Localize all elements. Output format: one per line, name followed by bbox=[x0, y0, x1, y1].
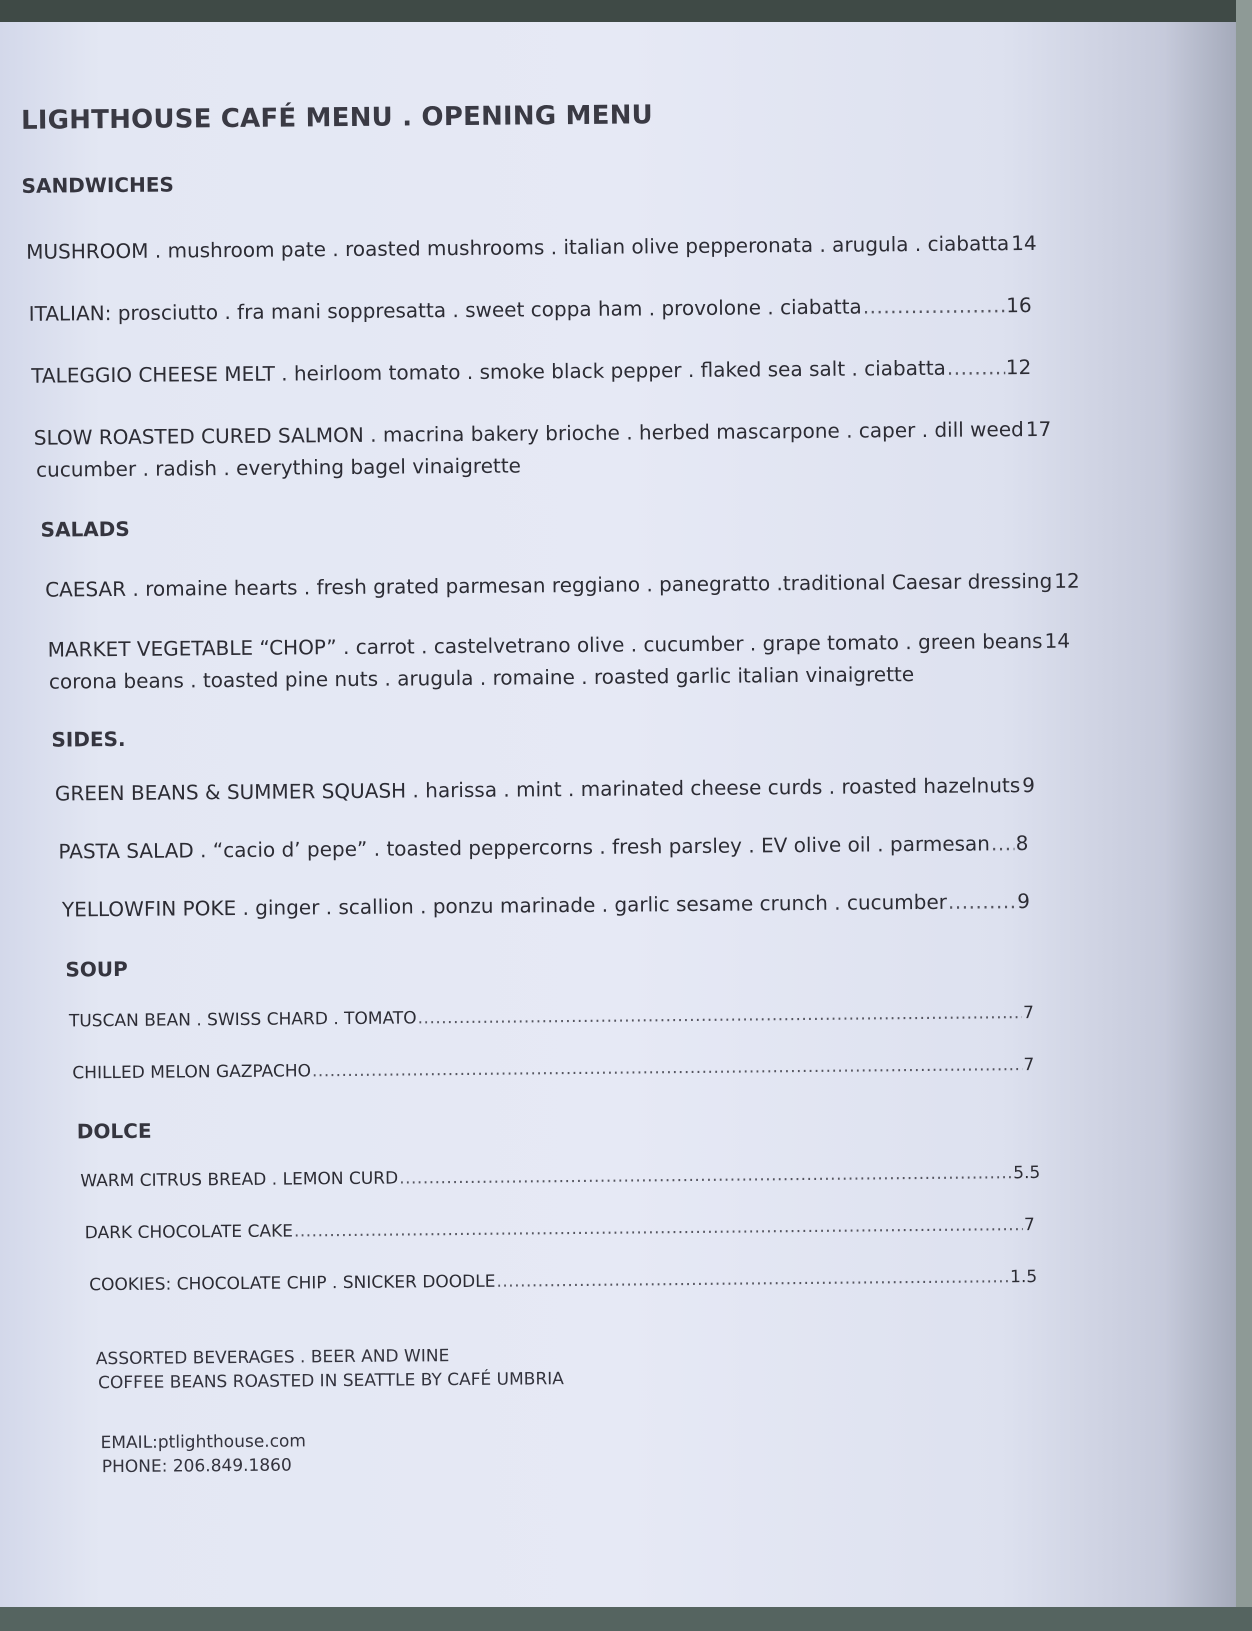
menu-item bbox=[89, 1267, 1037, 1295]
item-price: 5.5 bbox=[1013, 1162, 1041, 1184]
item-price: 9 bbox=[1022, 772, 1036, 798]
menu-item bbox=[85, 1215, 1035, 1243]
item-price: 9 bbox=[1017, 889, 1031, 914]
item-price: 12 bbox=[1005, 355, 1032, 380]
item-price: 12 bbox=[1054, 568, 1080, 593]
item-price: 14 bbox=[1044, 628, 1071, 653]
item-description: MUSHROOM . mushroom pate . roasted mushrooms . italian olive pepperonata . arugula . ciabatta bbox=[26, 231, 1010, 264]
item-price: 1.5 bbox=[1010, 1266, 1038, 1288]
item-description: DARK CHOCOLATE CAKE bbox=[84, 1221, 294, 1244]
item-price: 17 bbox=[1025, 416, 1052, 442]
menu-item bbox=[33, 416, 1052, 450]
item-description: CHILLED MELON GAZPACHO bbox=[72, 1061, 312, 1084]
item-description: GREEN BEANS & SUMMER SQUASH . harissa . mint . marinated cheese curds . roasted hazelnuts bbox=[54, 773, 1021, 806]
item-description: MARKET VEGETABLE “CHOP” . carrot . castelvetrano olive . cucumber . grape tomato . green beans bbox=[47, 628, 1043, 662]
item-description: YELLOWFIN POKE . ginger . scallion . ponzu marinade . garlic sesame crunch . cucumber bbox=[61, 889, 948, 922]
item-price: 7 bbox=[1022, 1003, 1034, 1024]
section-heading-salads: SALADS bbox=[40, 516, 130, 542]
section-heading-sandwiches: SANDWICHES bbox=[21, 172, 174, 198]
menu-title: LIGHTHOUSE CAFÉ MENU . OPENING MENU bbox=[20, 100, 654, 136]
menu-item bbox=[31, 355, 1031, 388]
beverages-note: ASSORTED BEVERAGES . BEER AND WINE bbox=[95, 1346, 450, 1370]
menu-item bbox=[80, 1163, 1040, 1191]
item-price: 14 bbox=[1011, 230, 1037, 256]
phone-contact: PHONE: 206.849.1860 bbox=[101, 1455, 292, 1478]
section-heading-sides: SIDES. bbox=[51, 726, 126, 752]
menu-item bbox=[58, 831, 1028, 863]
item-price: 16 bbox=[1006, 293, 1032, 318]
email-contact: EMAIL:ptlighthouse.com bbox=[100, 1431, 307, 1454]
menu-item bbox=[47, 628, 1071, 662]
menu-item bbox=[54, 772, 1036, 806]
menu-item bbox=[45, 568, 1080, 602]
item-description: SLOW ROASTED CURED SALMON . macrina bakery brioche . herbed mascarpone . caper . dill weed bbox=[33, 417, 1024, 450]
item-description: ITALIAN: prosciutto . fra mani soppresatta . sweet coppa ham . provolone . ciabatta bbox=[28, 294, 862, 326]
dot-leader bbox=[863, 293, 1006, 318]
dot-leader bbox=[312, 1055, 1023, 1081]
dot-leader bbox=[496, 1267, 1009, 1291]
menu-item bbox=[26, 230, 1037, 264]
dot-leader bbox=[294, 1215, 1023, 1241]
item-description: WARM CITRUS BREAD . LEMON CURD bbox=[80, 1168, 399, 1192]
dot-leader bbox=[947, 355, 1005, 380]
item-description: PASTA SALAD . “cacio d’ pepe” . toasted peppercorns . fresh parsley . EV olive oil . parmesan bbox=[58, 831, 991, 864]
item-description: CAESAR . romaine hearts . fresh grated parmesan reggiano . panegratto .traditional Caesar dressing bbox=[45, 568, 1053, 602]
dot-leader bbox=[399, 1163, 1012, 1188]
coffee-note: COFFEE BEANS ROASTED IN SEATTLE BY CAFÉ UMBRIA bbox=[97, 1369, 564, 1394]
item-description-continued: corona beans . toasted pine nuts . arugula . romaine . roasted garlic italian vinaigrette bbox=[48, 662, 915, 694]
menu-item bbox=[29, 293, 1032, 326]
dot-leader bbox=[948, 889, 1016, 914]
item-price: 7 bbox=[1023, 1055, 1035, 1076]
menu-item bbox=[72, 1055, 1034, 1083]
item-price: 7 bbox=[1023, 1215, 1035, 1236]
section-heading-soup: SOUP bbox=[65, 956, 128, 982]
section-heading-dolce: DOLCE bbox=[76, 1118, 152, 1144]
item-description-continued: cucumber . radish . everything bagel vinaigrette bbox=[35, 453, 522, 482]
item-description: TUSCAN BEAN . SWISS CHARD . TOMATO bbox=[68, 1008, 417, 1032]
item-description: COOKIES: CHOCOLATE CHIP . SNICKER DOODLE bbox=[89, 1271, 496, 1296]
dot-leader bbox=[418, 1003, 1023, 1028]
menu-item bbox=[62, 889, 1030, 921]
item-description: TALEGGIO CHEESE MELT . heirloom tomato . smoke black pepper . flaked sea salt . ciabatta bbox=[31, 355, 946, 388]
menu-item bbox=[69, 1003, 1034, 1031]
item-price: 8 bbox=[1015, 831, 1029, 856]
dot-leader bbox=[991, 831, 1015, 855]
